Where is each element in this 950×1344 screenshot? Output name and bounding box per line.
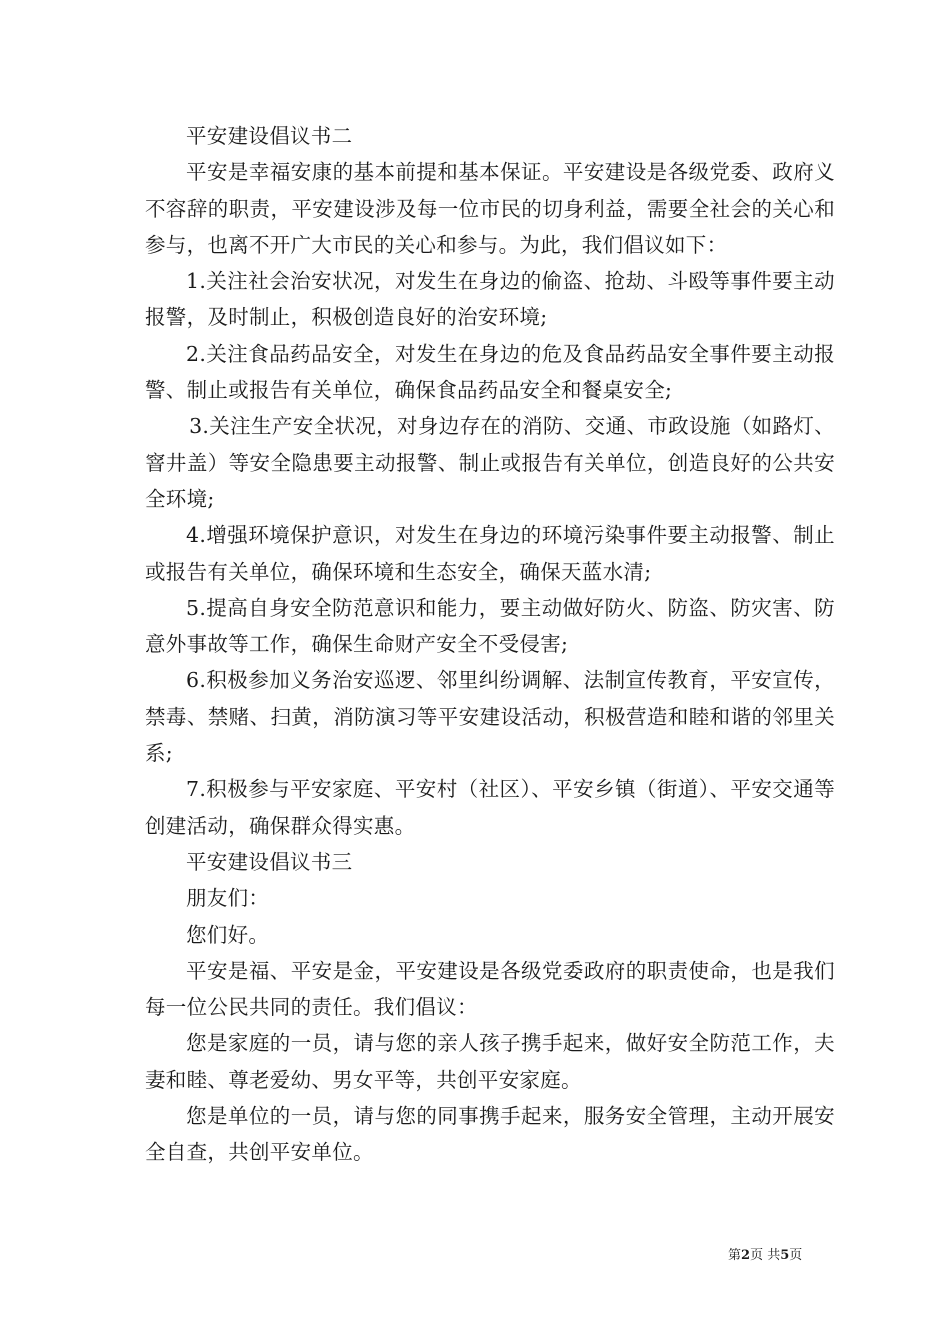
proposal-item-6: 6.积极参加义务治安巡逻、邻里纠纷调解、法制宣传教育，平安宣传，禁毒、禁赌、扫黄，消防演习等平安建设活动，积极营造和睦和谐的邻里关系; [145, 668, 835, 766]
proposal-item-4: 4.增强环境保护意识，对发生在身边的环境污染事件要主动报警、制止或报告有关单位，确保环境和生态安全，确保天蓝水清; [145, 523, 835, 584]
heading-proposal-two: 平安建设倡议书二 [186, 124, 353, 148]
proposal-item-2: 2.关注食品药品安全，对发生在身边的危及食品药品安全事件要主动报警、制止或报告有关单位，确保食品药品安全和餐桌安全; [145, 341, 835, 403]
salutation: 朋友们： [186, 886, 270, 911]
heading-proposal-three: 平安建设倡议书三 [186, 849, 353, 874]
greeting: 您们好。 [186, 922, 270, 947]
footer-suffix: 页 [789, 1248, 803, 1263]
proposal-item-7: 7.积极参与平安家庭、平安村（社区）、平安乡镇（街道）、平安交通等创建活动，确保群众得实惠。 [145, 777, 835, 838]
proposal-item-3: 3.关注生产安全状况，对身边存在的消防、交通、市政设施（如路灯、窨井盖）等安全隐患要主动报警、制止或报告有关单位，创造良好的公共安全环境; [145, 414, 835, 511]
body-paragraph-family: 您是家庭的一员，请与您的亲人孩子携手起来，做好安全防范工作，夫妻和睦、尊老爱幼、男女平等，共创平安家庭。 [145, 1031, 835, 1092]
body-paragraph-workplace: 您是单位的一员，请与您的同事携手起来，服务安全管理，主动开展安全自查，共创平安单位。 [145, 1104, 835, 1165]
footer-total-pages: 5 [780, 1248, 790, 1263]
footer-middle: 页 共 [750, 1248, 781, 1263]
proposal-item-5: 5.提高自身安全防范意识和能力，要主动做好防火、防盗、防灾害、防意外事故等工作，确保生命财产安全不受侵害; [145, 595, 835, 657]
document-body [145, 118, 835, 1171]
footer-prefix: 第 [728, 1248, 742, 1263]
footer-current-page: 2 [741, 1248, 751, 1263]
proposal-item-1: 1.关注社会治安状况，对发生在身边的偷盗、抢劫、斗殴等事件要主动报警，及时制止，积极创造良好的治安环境; [145, 269, 835, 330]
intro-paragraph: 平安是幸福安康的基本前提和基本保证。平安建设是各级党委、政府义不容辞的职责，平安建设涉及每一位市民的切身利益，需要全社会的关心和参与，也离不开广大市民的关心和参与。为此，我们倡议如下： [145, 160, 835, 257]
body-paragraph-safety: 平安是福、平安是金，平安建设是各级党委政府的职责使命，也是我们每一位公民共同的责任。我们倡议： [145, 958, 835, 1020]
page-number-footer [728, 1248, 802, 1264]
